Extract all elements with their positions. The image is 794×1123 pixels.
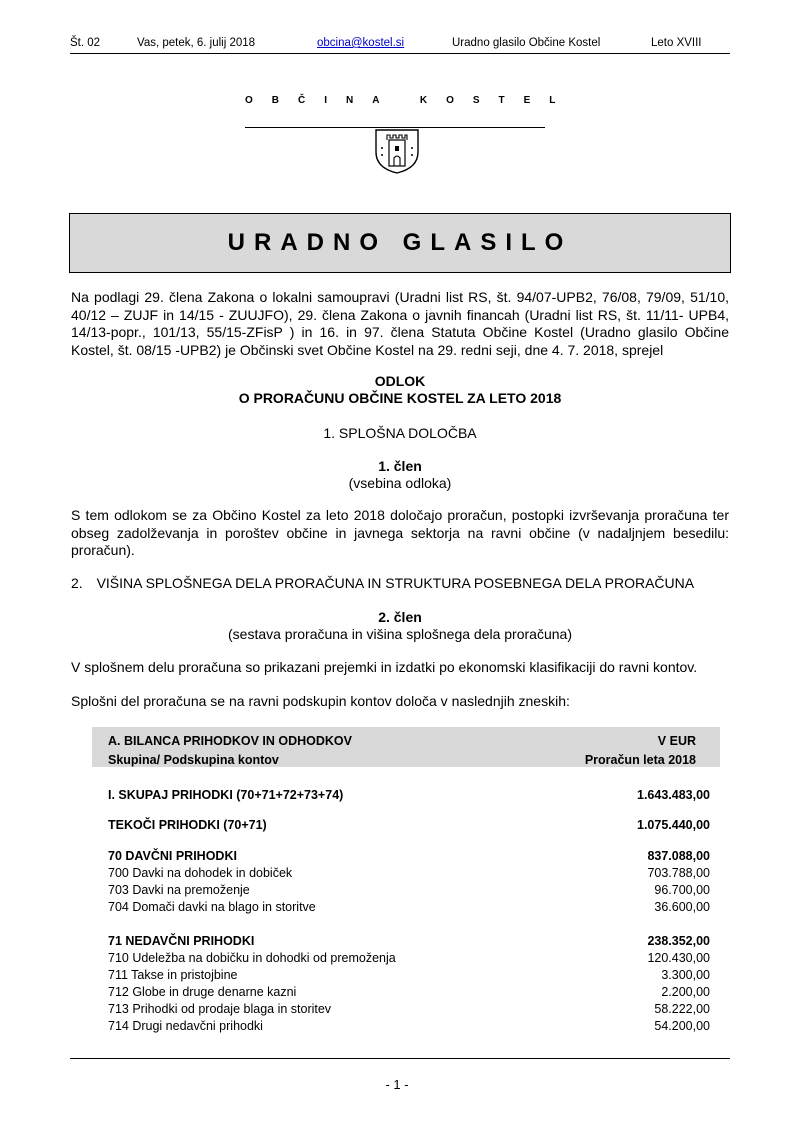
section2-number: 2.	[71, 575, 83, 591]
row-value: 54.200,00	[654, 1019, 710, 1033]
article1-subtitle: (vsebina odloka)	[348, 475, 452, 491]
table-row	[108, 882, 710, 898]
table-row	[108, 1001, 710, 1017]
section1-heading: 1. SPLOŠNA DOLOČBA	[323, 425, 477, 441]
row-label: 713 Prihodki od prodaje blaga in storitev	[108, 1002, 332, 1016]
row-value: 2.200,00	[661, 985, 710, 999]
gazette-banner: URADNO GLASILO	[69, 213, 731, 273]
footer-divider	[70, 1058, 730, 1059]
row-value: 238.352,00	[647, 934, 710, 948]
row-label: TEKOČI PRIHODKI (70+71)	[108, 818, 267, 832]
volume-year: Leto XVIII	[651, 37, 702, 49]
column-group-label: Skupina/ Podskupina kontov	[108, 753, 279, 767]
table-row	[108, 817, 710, 833]
decree-title-line2: O PRORAČUNU OBČINE KOSTEL ZA LETO 2018	[238, 390, 562, 406]
row-value: 703.788,00	[647, 866, 710, 880]
intro-paragraph: Na podlagi 29. člena Zakona o lokalni samoupravi (Uradni list RS, št. 94/07-UPB2, 76/08, 79/09, 51/10, 40/12 – ZUJF in 14/15 - ZUUJFO), 29. člena Zakona o javnih financah (Uradni list RS, št. 11/11- UPB4, 14/13-popr., 101/13, 55/15-ZFisP ) in 16. in 97. člena Statuta Občine Kostel (Uradno glasilo Občine Kostel, št. 08/15 -UPB2) je Občinski svet Občine Kostel na 29. redni seji, dne 4. 7. 2018, sprejel	[71, 289, 729, 358]
page-header	[70, 37, 730, 54]
article2-text2: Splošni del proračuna se na ravni podskupin kontov določa v naslednjih zneskih:	[71, 693, 570, 709]
gazette-name: Uradno glasilo Občine Kostel	[452, 37, 601, 49]
table-row	[108, 1018, 710, 1034]
row-label: 71 NEDAVČNI PRIHODKI	[108, 934, 255, 948]
email-link[interactable]: obcina@kostel.si	[317, 37, 405, 49]
municipality-title: OBČINA KOSTEL	[245, 95, 575, 106]
row-value: 837.088,00	[647, 849, 710, 863]
table-row	[108, 865, 710, 881]
table-row	[108, 967, 710, 983]
row-label: 711 Takse in pristojbine	[108, 968, 238, 982]
article1-text: S tem odlokom se za Občino Kostel za leto 2018 določajo proračun, postopki izvrševanja proračuna ter obseg zadolževanja in poroštev občine in javnega sektorja na ravni občine (v nadaljnjem besedilu: proračun).	[71, 507, 729, 558]
issue-number: Št. 02	[70, 37, 101, 49]
place-date: Vas, petek, 6. julij 2018	[137, 37, 256, 49]
row-label: 714 Drugi nedavčni prihodki	[108, 1019, 263, 1033]
page-number: - 1 -	[385, 1077, 409, 1092]
column-budget-label: Proračun leta 2018	[584, 753, 696, 767]
row-label: 710 Udeležba na dobičku in dohodki od premoženja	[108, 951, 396, 965]
table-row	[108, 848, 710, 864]
article2-subtitle: (sestava proračuna in višina splošnega dela proračuna)	[228, 626, 572, 642]
row-value: 36.600,00	[654, 900, 710, 914]
table-row	[108, 933, 710, 949]
table-row	[108, 950, 710, 966]
section2-heading	[71, 575, 729, 591]
municipality-crest-icon	[372, 128, 422, 174]
row-label: 704 Domači davki na blago in storitve	[108, 900, 316, 914]
row-value: 1.075.440,00	[637, 818, 710, 832]
currency-label: V EUR	[657, 734, 696, 748]
row-label: 700 Davki na dohodek in dobiček	[108, 866, 293, 880]
table-header-row1	[108, 733, 710, 749]
row-value: 96.700,00	[654, 883, 710, 897]
table-header-row2	[108, 752, 710, 768]
row-label: 703 Davki na premoženje	[108, 883, 250, 897]
article2-title: 2. člen	[378, 609, 422, 625]
table-row	[108, 899, 710, 915]
row-label: 70 DAVČNI PRIHODKI	[108, 849, 237, 863]
row-value: 3.300,00	[661, 968, 710, 982]
decree-title	[71, 373, 729, 407]
row-label: I. SKUPAJ PRIHODKI (70+71+72+73+74)	[108, 788, 344, 802]
section2-title: VIŠINA SPLOŠNEGA DELA PRORAČUNA IN STRUKTURA POSEBNEGA DELA PRORAČUNA	[96, 575, 695, 591]
row-label: 712 Globe in druge denarne kazni	[108, 985, 297, 999]
table-title: A. BILANCA PRIHODKOV IN ODHODKOV	[108, 734, 352, 748]
decree-title-line1: ODLOK	[374, 373, 426, 389]
table-row	[108, 787, 710, 803]
row-value: 1.643.483,00	[637, 788, 710, 802]
row-value: 120.430,00	[647, 951, 710, 965]
row-value: 58.222,00	[654, 1002, 710, 1016]
table-row	[108, 984, 710, 1000]
article2-text1: V splošnem delu proračuna so prikazani prejemki in izdatki po ekonomski klasifikaciji do ravni kontov.	[71, 659, 698, 675]
article1-title: 1. člen	[378, 458, 422, 474]
